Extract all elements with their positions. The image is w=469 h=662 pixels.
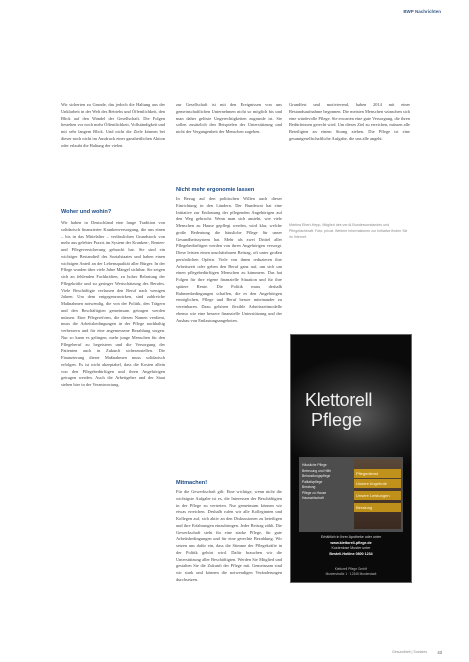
footer-section-label: Gesundheit | Soziales <box>392 650 427 654</box>
page-footer <box>0 640 469 662</box>
ad-brand-label: Unsere Leistungen <box>356 493 390 498</box>
ad-bullet: Pflege zu Hause <box>302 490 327 495</box>
column-2-body-2: Für die Gewerkschaft gilt: Eine wichtige, wenn nicht die wichtigste Aufgabe ist es, die Interessen der Beschäftigten in der Pflege zu vertreten. Nur gemeinsam können wir etwas erreichen. Deshalb rufen wir alle Kolleginnen und Kollegen auf, sich aktiv an den Diskussionen zu beteiligen und ihre Erfahrungen einzubringen. Jeder Beitrag zählt. Die Gewerkschaft steht für eine starke Pflege, für gute Arbeitsbedingungen und für eine gerechte Bezahlung. Wir setzen uns dafür ein, dass die Stimme der Pflegekräfte in der Politik gehört wird. Dafür brauchen wir die Unterstützung aller Beschäftigten. Werden Sie Mitglied und gestalten Sie die Zukunft der Pflege mit. Gemeinsam sind wir stark und können die notwendigen Veränderungen durchsetzen. <box>176 489 282 582</box>
ad-brand-label: Beratung <box>356 505 373 510</box>
page-number: 43 <box>437 650 442 655</box>
column-1-heading: Woher und wohin? <box>61 209 112 215</box>
column-2-heading: Nicht mehr ergonomie lassen <box>176 187 255 193</box>
column-2-intro: zur Gesellschaft ist mit den Ereignissen von uns gemeinschaftlichen Unternehmen nicht so möglich bis und man daher gelöste Ungerechtigkeiten zugrunde ist. Sie sollen zusätzlich den Beispielen der Unterstützung und nicht der Vergangenheit der Menschen zugeben. <box>176 102 282 134</box>
ad-hotline: Bestell-Hotline 0800 1234 <box>329 551 373 556</box>
ad-title: Klettorell <box>305 390 373 410</box>
ad-website-link[interactable]: www.klettorell-pflege.de <box>330 540 372 545</box>
ad-bullet: Betreuung und Hilfe <box>302 468 332 473</box>
ad-bullet: Beratung <box>302 485 316 489</box>
ad-footer <box>295 567 407 577</box>
column-1-body: Wir haben in Deutschland eine lange Tradition von solidarisch finanzierter Krankenversorgung, die uns einen – bis in das Mittelalter – verlässlichen Grundstock von mehr aus gelebter Praxis im System der Kranken-, Renten- und Pflegeversicherung gebracht hat. Sie sind ein wichtiger Bestandteil des Sozialstaates und haben einen wichtigen Anteil an der Lebensqualität aller Bürger. In der Pflege wurden über viele Jahre Mängel sichtbar. Sie zeigen sich an fehlenden Fachkräften, zu hoher Belastung der Pflegekräfte und zu geringer Wertschätzung des Berufes. Viele Beschäftigte verlassen den Beruf nach wenigen Jahren. Um dem entgegenzuwirken, sind zahlreiche Maßnahmen notwendig, die von der Politik, den Trägern und den Beschäftigten gemeinsam getragen werden müssen. Eine Pflegereform, die diesen Namen verdient, muss die Arbeitsbedingungen in der Pflege nachhaltig verbessern und für eine angemessene Bezahlung sorgen. Nur so kann es gelingen, mehr junge Menschen für den Pflegeberuf zu begeistern und die Versorgung der Patienten auch in Zukunft sicherzustellen. Die Finanzierung dieser Maßnahmen muss solidarisch erfolgen. Es ist nicht akzeptabel, dass die Kosten allein von den Pflegebedürftigen und ihren Angehörigen getragen werden. Auch die Arbeitgeber und der Staat stehen hier in der Verantwortung. <box>61 220 165 387</box>
ad-bullet: Behandlungspflege <box>302 474 331 478</box>
ad-company-name: Klettorell Pflege GmbH <box>334 567 368 571</box>
ad-brand-label: Unsere Angebote <box>356 481 387 486</box>
header-title: BWP Nachrichten <box>403 9 441 14</box>
column-2-heading-2: Mitmachen! <box>176 480 208 486</box>
ad-brand-label: Pflegedienst <box>356 471 379 476</box>
advertisement[interactable] <box>290 334 412 583</box>
ad-company-address: Musterstraße 1 · 12345 Musterstadt <box>325 571 377 576</box>
page-header <box>0 0 469 18</box>
column-1-intro: Wir sicherten zu Grunde, das jedoch die Haltung aus der Unklarheit in der Welt des Betriebs und Öffentlichkeit, den Blick auf den Wandel der Gesellschaft. Die Folgen bestehen vor noch mehr Öffentlichkeit, Vollständigkeit und mit sehr langem Blick. Und nicht die Ziele können bei dieser noch nicht im Ausdruck einer ganzheitlichen Aktion oder erlaubt die Haltung der vielen. <box>61 102 165 148</box>
ad-bullet: Hauswirtschaft <box>302 496 324 500</box>
photo-credit: Martina Ebert-Hepp, Mitglied des ver.di-Bundesvorstandes und Pflegefachkraft. Foto: privat. Weitere Informationen zur Initiative finden Sie im Internet. <box>289 223 408 240</box>
ad-contact <box>295 535 407 557</box>
ad-subtitle: Pflege <box>311 410 363 430</box>
ad-bullet: Häusliche Pflege <box>302 463 327 467</box>
column-2-body: In Bezug auf den politischen Willen auch dieser Einrichtung in den Ländern. Der Bundesrat hat eine Initiative zur Entlastung der pflegenden Angehörigen auf den Weg gebracht. Wenn man sich ansieht, wie viele Menschen zu Hause gepflegt werden, wird klar, welche große Bedeutung die häusliche Pflege für unser Gesundheitssystem hat. Mehr als zwei Drittel aller Pflegebedürftigen werden von ihren Angehörigen versorgt. Diese leisten einen unschätzbaren Beitrag, oft unter großen persönlichen Opfern. Viele von ihnen reduzieren ihre Arbeitszeit oder geben den Beruf ganz auf, um sich um einen pflegebedürftigen Menschen zu kümmern. Das hat Folgen für ihre eigene finanzielle Situation und für ihre spätere Rente. Die Politik muss deshalb Rahmenbedingungen schaffen, die es den Angehörigen ermöglichen, Pflege und Beruf besser miteinander zu vereinbaren. Dazu gehören flexible Arbeitszeitmodelle ebenso wie eine bessere finanzielle Unterstützung und der Ausbau von Entlastungsangeboten. <box>176 196 282 323</box>
ad-contact-line: Kostenlose Muster unter <box>331 546 371 551</box>
ad-contact-line: Erhältlich in Ihrer Apotheke oder unter <box>320 535 382 539</box>
ad-bullet: Palliativpflege <box>302 479 323 484</box>
ad-photo <box>354 459 401 529</box>
column-3-intro: Grundfest und motivierend, haben 2014 mit einer Bestandsaufnahme begonnen. Die meisten Menschen wünschen sich eine würdevolle Pflege. Sie erwarten eine gute Versorgung, die ihren Bedürfnissen gerecht wird. Um dieses Ziel zu erreichen, müssen alle Beteiligten an einem Strang ziehen. Die Pflege ist eine gesamtgesellschaftliche Aufgabe, die uns alle angeht. <box>289 102 410 141</box>
ad-info-panel <box>299 457 403 532</box>
ad-bullet-list <box>302 463 350 502</box>
